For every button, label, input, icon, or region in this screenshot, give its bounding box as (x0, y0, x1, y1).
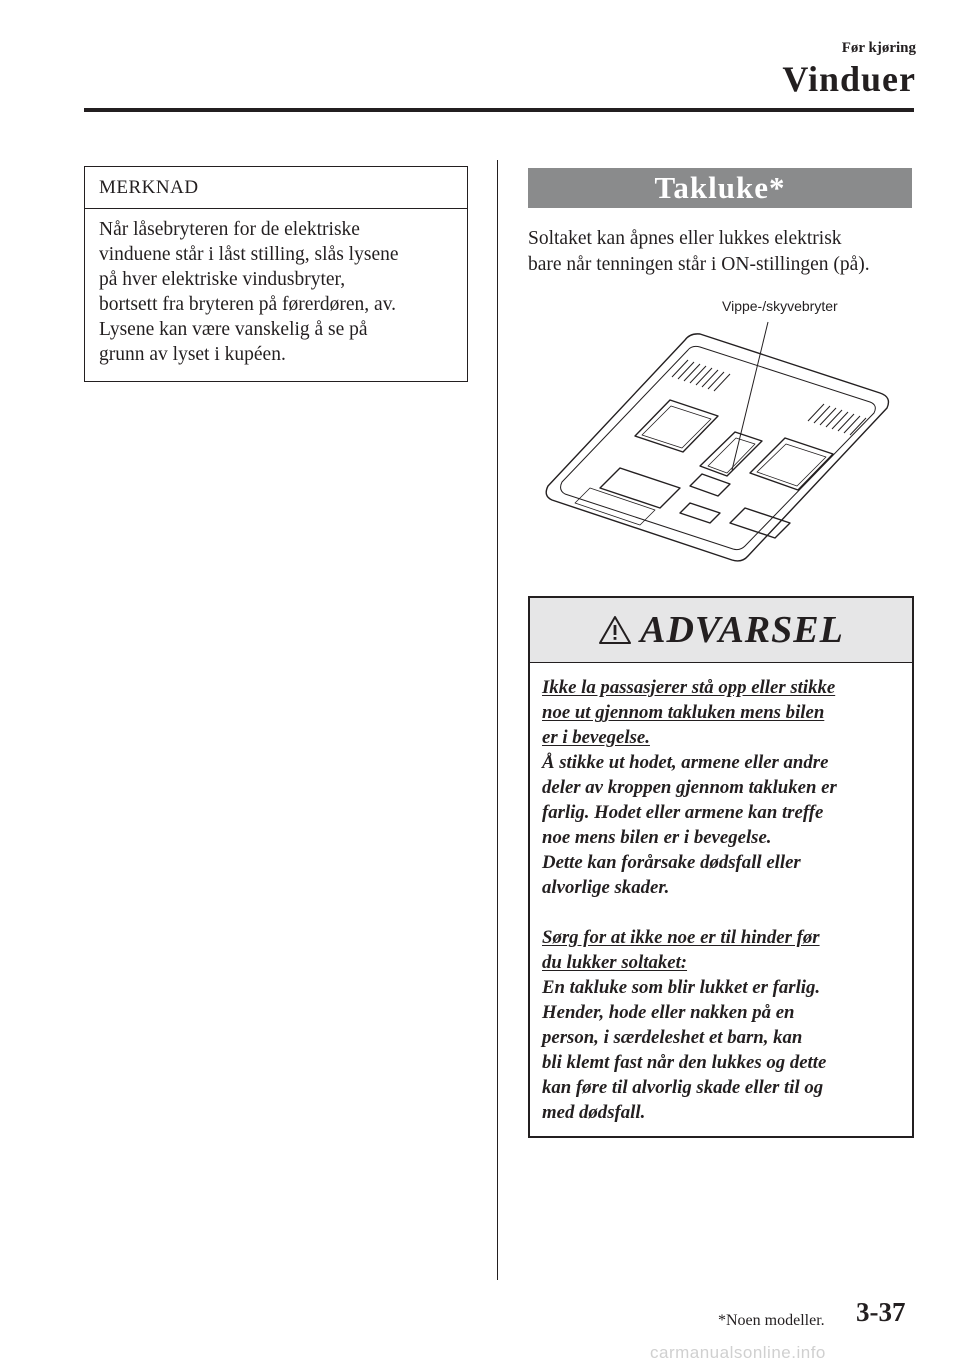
warning-line: noe ut gjennom takluken mens bilen (542, 702, 825, 723)
intro-line: bare når tenningen står i ON-stillingen (på). (528, 254, 870, 275)
overhead-console-illustration (540, 318, 910, 568)
warning-header (530, 598, 912, 663)
callout-leader (732, 322, 768, 470)
sunroof-heading: Takluke* (528, 168, 912, 208)
warning-line: noe mens bilen er i bevegelse. (542, 827, 772, 848)
warning-line: er i bevegelse. (542, 727, 650, 748)
console-outline (546, 334, 888, 561)
warning-line: En takluke som blir lukket er farlig. (542, 977, 821, 998)
warning-line: person, i særdeleshet et barn, kan (542, 1027, 803, 1048)
warning-line: Hender, hode eller nakken på en (542, 1002, 795, 1023)
header-rule (84, 108, 914, 112)
warning-heading: ADVARSEL (640, 609, 844, 651)
switch-callout-label: Vippe-/skyvebryter (722, 298, 838, 314)
note-line: Lysene kan være vanskelig å se på (99, 319, 368, 340)
warning-line: bli klemt fast når den lukkes og dette (542, 1052, 827, 1073)
warning-line: Ikke la passasjerer stå opp eller stikke (542, 677, 836, 698)
sunroof-intro (528, 226, 918, 278)
warning-line: kan føre til alvorlig skade eller til og (542, 1077, 824, 1098)
warning-line: Å stikke ut hodet, armene eller andre (542, 752, 829, 773)
page-title: Vinduer (782, 59, 916, 99)
warning-line: du lukker soltaket: (542, 952, 688, 973)
note-line: Når låsebryteren for de elektriske (99, 219, 360, 240)
note-box (84, 166, 468, 382)
warning-line: Sørg for at ikke noe er til hinder før (542, 927, 820, 948)
vent-slats (672, 360, 866, 435)
note-heading: MERKNAD (85, 167, 467, 209)
warning-box (528, 596, 914, 1138)
footnote: *Noen modeller. (718, 1312, 825, 1329)
column-divider (497, 160, 498, 1280)
warning-line: farlig. Hodet eller armene kan treffe (542, 802, 824, 823)
warning-body (530, 663, 912, 1125)
note-line: bortsett fra bryteren på førerdøren, av. (99, 294, 397, 315)
note-line: grunn av lyset i kupéen. (99, 344, 286, 365)
warning-line: deler av kroppen gjennom takluken er (542, 777, 837, 798)
warning-triangle-icon (598, 614, 632, 646)
warning-line: alvorlige skader. (542, 877, 670, 898)
section-label: Før kjøring (841, 40, 916, 56)
note-body (85, 209, 467, 367)
intro-line: Soltaket kan åpnes eller lukkes elektrisk (528, 228, 842, 249)
watermark: carmanualsonline.info (650, 1343, 826, 1362)
note-line: vinduene står i låst stilling, slås lysene (99, 244, 399, 265)
warning-line: med dødsfall. (542, 1102, 646, 1123)
note-line: på hver elektriske vindusbryter, (99, 269, 346, 290)
page-number: 3-37 (856, 1297, 906, 1327)
warning-spacer (542, 900, 902, 925)
warning-line: Dette kan forårsake dødsfall eller (542, 852, 801, 873)
